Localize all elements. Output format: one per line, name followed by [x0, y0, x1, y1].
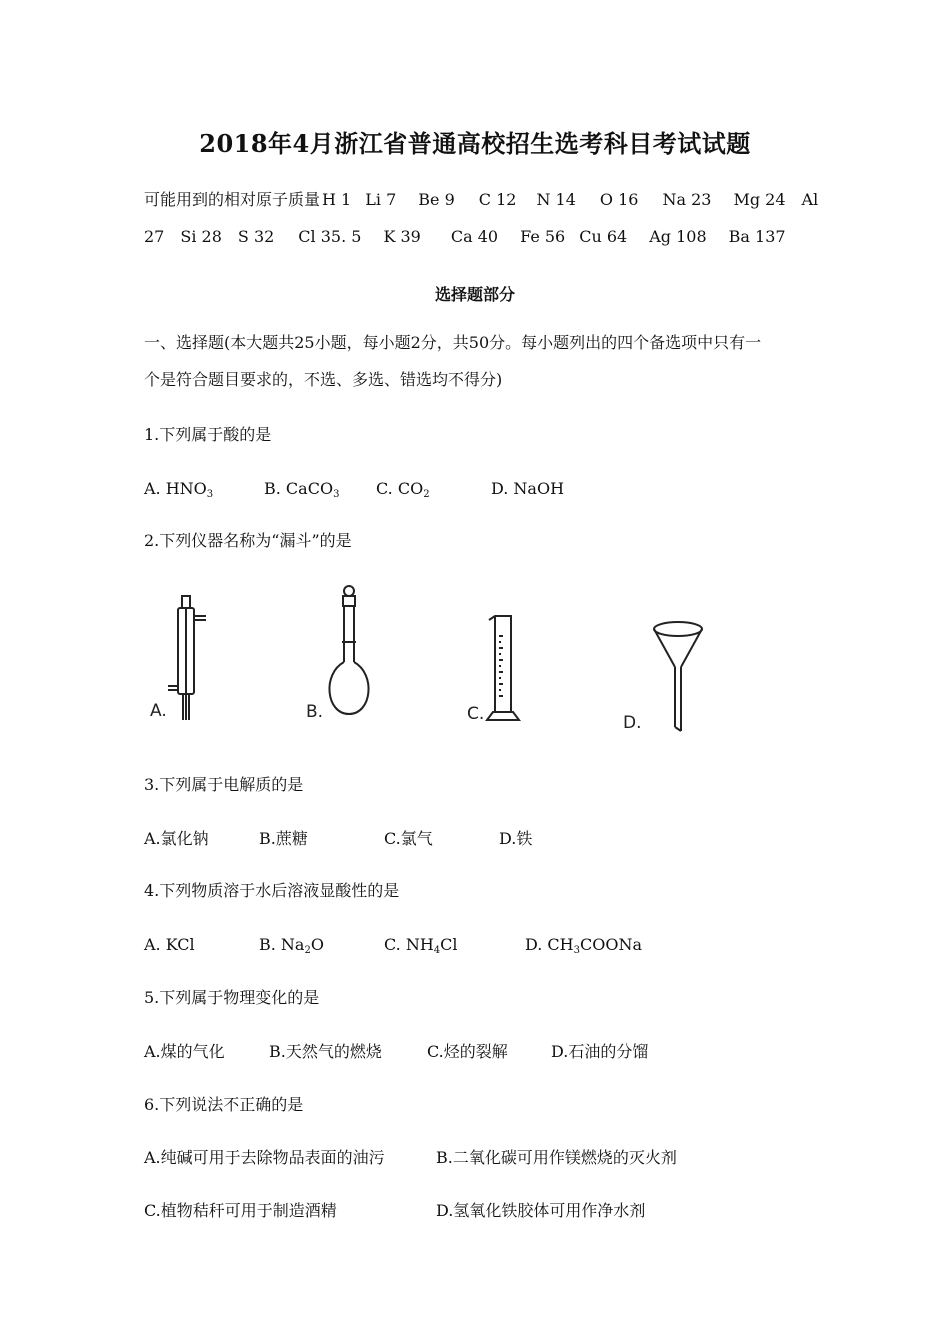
mass-cl: Cl 35. 5 — [298, 227, 362, 246]
mass-s: S 32 — [237, 227, 275, 246]
question-5-option-a: A.煤的气化 — [144, 1042, 225, 1061]
question-6-stem: 6.下列说法不正确的是 — [144, 1095, 304, 1114]
question-1-option-a: A. $HNO_3$ — [144, 479, 214, 500]
question-5-option-b: B.天然气的燃烧 — [269, 1042, 382, 1061]
figure-b-label: B. — [306, 702, 324, 722]
question-3-option-c: C.氯气 — [384, 829, 433, 848]
mass-si: Si 28 — [180, 227, 222, 246]
question-3-option-a: A.氯化钠 — [144, 829, 209, 848]
mass-ca: Ca 40 — [450, 227, 499, 246]
figure-b — [300, 582, 390, 722]
question-6-option-a: A.纯碱可用于去除物品表面的油污 — [144, 1148, 385, 1167]
section-title: 选择题部分 — [434, 285, 515, 304]
atomic-mass-line-2 — [144, 227, 786, 247]
mass-ag: Ag 108 — [649, 227, 707, 246]
mass-h: H 1 — [322, 190, 352, 209]
mass-k: K 39 — [383, 227, 421, 246]
atomic-mass-line-1 — [144, 190, 818, 210]
question-5-stem: 5.下列属于物理变化的是 — [144, 988, 320, 1007]
question-4-option-c: C. $NH_4Cl$ — [384, 935, 458, 956]
mass-al: Al — [801, 190, 819, 209]
question-2-stem: 2.下列仪器名称为“漏斗”的是 — [144, 531, 352, 550]
mass-o: O 16 — [599, 190, 639, 209]
instructions-line-2: 个是符合题目要求的，不选、多选、错选均不得分) — [144, 370, 503, 389]
mass-al-value: 27 — [144, 227, 165, 246]
page-title: 2018年4月浙江省普通高校招生选考科目考试试题 — [199, 129, 751, 158]
figure-d-label: D. — [623, 713, 642, 733]
question-1-option-c: C. $CO_2$ — [376, 479, 430, 500]
figure-a-label: A. — [150, 701, 167, 721]
question-1-option-d: D. NaOH — [491, 479, 565, 498]
question-6-option-b: B.二氧化碳可用作镁燃烧的灭火剂 — [436, 1148, 677, 1167]
question-6-option-c: C.植物秸秆可用于制造酒精 — [144, 1201, 337, 1220]
instructions-line-1: 一、选择题(本大题共25小题，每小题2分，共50分。每小题列出的四个备选项中只有一 — [144, 333, 762, 352]
question-1-option-b: B. CaCO$_3$ — [264, 479, 340, 500]
question-3-option-b: B.蔗糖 — [259, 829, 308, 848]
mass-cu: Cu 64 — [579, 227, 628, 246]
question-3-option-d: D.铁 — [499, 829, 533, 848]
mass-li: Li 7 — [365, 190, 397, 209]
mass-mg: Mg 24 — [733, 190, 786, 209]
mass-be: Be 9 — [418, 190, 455, 209]
mass-fe: Fe 56 — [520, 227, 566, 246]
question-3-stem: 3.下列属于电解质的是 — [144, 775, 304, 794]
mass-ba: Ba 137 — [728, 227, 786, 246]
question-5-option-c: C.烃的裂解 — [427, 1042, 508, 1061]
question-4-stem: 4.下列物质溶于水后溶液显酸性的是 — [144, 881, 400, 900]
volumetric-flask-icon — [300, 582, 390, 722]
question-5-option-d: D.石油的分馏 — [551, 1042, 649, 1061]
question-1-stem: 1.下列属于酸的是 — [144, 425, 272, 444]
mass-c: C 12 — [478, 190, 517, 209]
figure-c-label: C. — [467, 704, 485, 724]
atomic-mass-prefix: 可能用到的相对原子质量 — [144, 190, 321, 209]
figure-d — [620, 615, 730, 737]
figure-c — [465, 612, 535, 727]
question-4-option-b: B. $Na_2O$ — [259, 935, 324, 956]
mass-na: Na 23 — [662, 190, 712, 209]
question-6-option-d: D.氢氧化铁胶体可用作净水剂 — [436, 1201, 646, 1220]
question-4-option-a: A. KCl — [144, 935, 195, 954]
question-4-option-d: D. $CH_3COONa$ — [525, 935, 643, 956]
figure-a — [148, 588, 228, 728]
mass-n: N 14 — [536, 190, 576, 209]
